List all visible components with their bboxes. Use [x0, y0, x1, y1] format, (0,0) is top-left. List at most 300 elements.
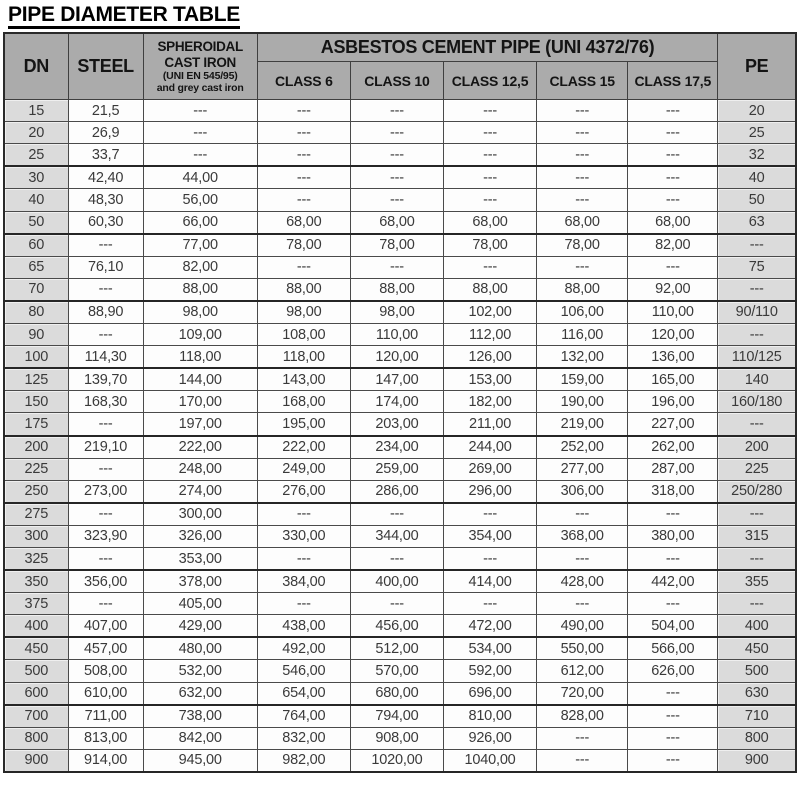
value-cell: ---: [628, 593, 718, 615]
value-cell: ---: [350, 547, 443, 570]
table-row: [4, 749, 796, 772]
value-cell: 98,00: [143, 301, 257, 324]
value-cell: 88,00: [443, 278, 536, 301]
value-cell: ---: [628, 100, 718, 122]
dn-cell: 15: [4, 100, 68, 122]
value-cell: ---: [257, 166, 350, 189]
value-cell: ---: [68, 458, 143, 480]
value-cell: ---: [628, 503, 718, 526]
value-cell: 33,7: [68, 144, 143, 167]
value-cell: ---: [537, 166, 628, 189]
pipe-diameter-table: [3, 32, 797, 773]
value-cell: 170,00: [143, 391, 257, 413]
table-row: [4, 593, 796, 615]
value-cell: ---: [68, 413, 143, 436]
table-row: [4, 413, 796, 436]
dn-cell: 325: [4, 547, 68, 570]
pe-cell: 90/110: [718, 301, 796, 324]
value-cell: ---: [628, 122, 718, 144]
value-cell: ---: [443, 256, 536, 278]
value-cell: 66,00: [143, 211, 257, 234]
table-row: [4, 301, 796, 324]
value-cell: 738,00: [143, 705, 257, 728]
value-cell: ---: [628, 682, 718, 705]
value-cell: 68,00: [537, 211, 628, 234]
table-row: [4, 211, 796, 234]
pe-cell: 630: [718, 682, 796, 705]
value-cell: 274,00: [143, 480, 257, 503]
pe-cell: ---: [718, 503, 796, 526]
value-cell: 68,00: [257, 211, 350, 234]
value-cell: 126,00: [443, 346, 536, 369]
dn-cell: 375: [4, 593, 68, 615]
value-cell: ---: [443, 189, 536, 211]
table-body: [4, 100, 796, 772]
dn-cell: 50: [4, 211, 68, 234]
value-cell: 227,00: [628, 413, 718, 436]
dn-cell: 600: [4, 682, 68, 705]
value-cell: 92,00: [628, 278, 718, 301]
value-cell: 196,00: [628, 391, 718, 413]
pe-cell: 225: [718, 458, 796, 480]
value-cell: ---: [537, 256, 628, 278]
pe-cell: 40: [718, 166, 796, 189]
table-row: [4, 727, 796, 749]
value-cell: 244,00: [443, 436, 536, 459]
value-cell: 720,00: [537, 682, 628, 705]
table-row: [4, 705, 796, 728]
value-cell: 174,00: [350, 391, 443, 413]
value-cell: 414,00: [443, 570, 536, 593]
value-cell: 546,00: [257, 660, 350, 682]
value-cell: 842,00: [143, 727, 257, 749]
value-cell: 286,00: [350, 480, 443, 503]
value-cell: 566,00: [628, 637, 718, 660]
value-cell: 457,00: [68, 637, 143, 660]
value-cell: ---: [68, 593, 143, 615]
value-cell: 945,00: [143, 749, 257, 772]
value-cell: ---: [350, 144, 443, 167]
value-cell: 78,00: [537, 234, 628, 257]
value-cell: 112,00: [443, 324, 536, 346]
table-row: [4, 615, 796, 638]
value-cell: 168,30: [68, 391, 143, 413]
dn-cell: 175: [4, 413, 68, 436]
value-cell: ---: [68, 324, 143, 346]
dn-cell: 450: [4, 637, 68, 660]
value-cell: 147,00: [350, 368, 443, 391]
value-cell: ---: [628, 256, 718, 278]
value-cell: ---: [143, 122, 257, 144]
value-cell: 626,00: [628, 660, 718, 682]
header-cast-iron: [143, 33, 257, 100]
pe-cell: 710: [718, 705, 796, 728]
value-cell: ---: [350, 593, 443, 615]
dn-cell: 275: [4, 503, 68, 526]
value-cell: 400,00: [350, 570, 443, 593]
value-cell: 118,00: [143, 346, 257, 369]
value-cell: ---: [443, 144, 536, 167]
value-cell: 534,00: [443, 637, 536, 660]
dn-cell: 400: [4, 615, 68, 638]
value-cell: 680,00: [350, 682, 443, 705]
table-row: [4, 166, 796, 189]
value-cell: 68,00: [443, 211, 536, 234]
value-cell: 407,00: [68, 615, 143, 638]
dn-cell: 125: [4, 368, 68, 391]
dn-cell: 500: [4, 660, 68, 682]
value-cell: ---: [443, 503, 536, 526]
value-cell: 211,00: [443, 413, 536, 436]
value-cell: 344,00: [350, 525, 443, 547]
pe-cell: 140: [718, 368, 796, 391]
value-cell: 277,00: [537, 458, 628, 480]
value-cell: 368,00: [537, 525, 628, 547]
value-cell: 438,00: [257, 615, 350, 638]
value-cell: 610,00: [68, 682, 143, 705]
dn-cell: 300: [4, 525, 68, 547]
value-cell: 88,90: [68, 301, 143, 324]
value-cell: 56,00: [143, 189, 257, 211]
value-cell: ---: [537, 593, 628, 615]
dn-cell: 60: [4, 234, 68, 257]
value-cell: 102,00: [443, 301, 536, 324]
value-cell: 114,30: [68, 346, 143, 369]
value-cell: 405,00: [143, 593, 257, 615]
value-cell: 252,00: [537, 436, 628, 459]
value-cell: ---: [628, 727, 718, 749]
value-cell: 429,00: [143, 615, 257, 638]
value-cell: ---: [350, 256, 443, 278]
value-cell: 492,00: [257, 637, 350, 660]
value-cell: 98,00: [257, 301, 350, 324]
pe-cell: ---: [718, 593, 796, 615]
value-cell: 306,00: [537, 480, 628, 503]
value-cell: ---: [257, 593, 350, 615]
table-row: [4, 122, 796, 144]
value-cell: 592,00: [443, 660, 536, 682]
dn-cell: 350: [4, 570, 68, 593]
header-class-10: CLASS 10: [350, 62, 443, 100]
value-cell: 222,00: [143, 436, 257, 459]
value-cell: 504,00: [628, 615, 718, 638]
pe-cell: ---: [718, 547, 796, 570]
value-cell: ---: [443, 166, 536, 189]
value-cell: 914,00: [68, 749, 143, 772]
value-cell: 219,10: [68, 436, 143, 459]
value-cell: 353,00: [143, 547, 257, 570]
pe-cell: ---: [718, 234, 796, 257]
value-cell: 249,00: [257, 458, 350, 480]
value-cell: 21,5: [68, 100, 143, 122]
value-cell: ---: [628, 189, 718, 211]
value-cell: 116,00: [537, 324, 628, 346]
value-cell: 428,00: [537, 570, 628, 593]
value-cell: ---: [257, 122, 350, 144]
header-cast-iron-line1: SPHEROIDAL: [157, 39, 243, 55]
pe-cell: ---: [718, 413, 796, 436]
table-row: [4, 503, 796, 526]
dn-cell: 40: [4, 189, 68, 211]
value-cell: 143,00: [257, 368, 350, 391]
value-cell: 612,00: [537, 660, 628, 682]
header-class-12-5: CLASS 12,5: [443, 62, 536, 100]
dn-cell: 20: [4, 122, 68, 144]
value-cell: 110,00: [628, 301, 718, 324]
dn-cell: 225: [4, 458, 68, 480]
page-title: PIPE DIAMETER TABLE: [8, 3, 240, 29]
value-cell: ---: [68, 234, 143, 257]
dn-cell: 25: [4, 144, 68, 167]
value-cell: 1040,00: [443, 749, 536, 772]
value-cell: 110,00: [350, 324, 443, 346]
value-cell: ---: [350, 100, 443, 122]
header-class-6: CLASS 6: [257, 62, 350, 100]
value-cell: 88,00: [537, 278, 628, 301]
value-cell: ---: [68, 278, 143, 301]
value-cell: 296,00: [443, 480, 536, 503]
value-cell: 354,00: [443, 525, 536, 547]
value-cell: 118,00: [257, 346, 350, 369]
dn-cell: 250: [4, 480, 68, 503]
value-cell: 926,00: [443, 727, 536, 749]
dn-cell: 65: [4, 256, 68, 278]
dn-cell: 200: [4, 436, 68, 459]
table-row: [4, 480, 796, 503]
value-cell: 77,00: [143, 234, 257, 257]
value-cell: 287,00: [628, 458, 718, 480]
value-cell: ---: [628, 547, 718, 570]
pe-cell: 800: [718, 727, 796, 749]
value-cell: ---: [628, 749, 718, 772]
value-cell: 182,00: [443, 391, 536, 413]
value-cell: ---: [628, 144, 718, 167]
value-cell: 764,00: [257, 705, 350, 728]
table-row: [4, 278, 796, 301]
table-row: [4, 660, 796, 682]
dn-cell: 90: [4, 324, 68, 346]
value-cell: 326,00: [143, 525, 257, 547]
value-cell: 106,00: [537, 301, 628, 324]
value-cell: 696,00: [443, 682, 536, 705]
value-cell: 632,00: [143, 682, 257, 705]
header-pe: PE: [718, 33, 796, 100]
value-cell: 136,00: [628, 346, 718, 369]
value-cell: 60,30: [68, 211, 143, 234]
pe-cell: 400: [718, 615, 796, 638]
value-cell: 139,70: [68, 368, 143, 391]
table-row: [4, 391, 796, 413]
table-row: [4, 458, 796, 480]
dn-cell: 80: [4, 301, 68, 324]
value-cell: ---: [143, 100, 257, 122]
table-row: [4, 324, 796, 346]
value-cell: ---: [350, 503, 443, 526]
value-cell: ---: [537, 189, 628, 211]
value-cell: 190,00: [537, 391, 628, 413]
value-cell: ---: [350, 122, 443, 144]
value-cell: 356,00: [68, 570, 143, 593]
value-cell: 197,00: [143, 413, 257, 436]
header-steel: STEEL: [68, 33, 143, 100]
value-cell: 76,10: [68, 256, 143, 278]
value-cell: 323,90: [68, 525, 143, 547]
value-cell: ---: [257, 189, 350, 211]
value-cell: 813,00: [68, 727, 143, 749]
value-cell: 512,00: [350, 637, 443, 660]
dn-cell: 70: [4, 278, 68, 301]
value-cell: 480,00: [143, 637, 257, 660]
value-cell: 68,00: [350, 211, 443, 234]
table-row: [4, 189, 796, 211]
dn-cell: 700: [4, 705, 68, 728]
value-cell: ---: [628, 705, 718, 728]
header-dn: DN: [4, 33, 68, 100]
value-cell: 711,00: [68, 705, 143, 728]
table-row: [4, 637, 796, 660]
value-cell: 570,00: [350, 660, 443, 682]
table-row: [4, 682, 796, 705]
value-cell: 654,00: [257, 682, 350, 705]
value-cell: 832,00: [257, 727, 350, 749]
dn-cell: 800: [4, 727, 68, 749]
value-cell: ---: [257, 503, 350, 526]
value-cell: 456,00: [350, 615, 443, 638]
value-cell: 908,00: [350, 727, 443, 749]
value-cell: ---: [257, 100, 350, 122]
value-cell: 276,00: [257, 480, 350, 503]
value-cell: ---: [350, 189, 443, 211]
value-cell: 168,00: [257, 391, 350, 413]
pe-cell: 900: [718, 749, 796, 772]
value-cell: 195,00: [257, 413, 350, 436]
value-cell: ---: [537, 144, 628, 167]
value-cell: 259,00: [350, 458, 443, 480]
value-cell: 26,9: [68, 122, 143, 144]
value-cell: 120,00: [628, 324, 718, 346]
value-cell: 273,00: [68, 480, 143, 503]
pe-cell: 160/180: [718, 391, 796, 413]
pe-cell: 500: [718, 660, 796, 682]
pe-cell: 75: [718, 256, 796, 278]
value-cell: 98,00: [350, 301, 443, 324]
value-cell: 550,00: [537, 637, 628, 660]
pe-cell: 20: [718, 100, 796, 122]
value-cell: 508,00: [68, 660, 143, 682]
value-cell: ---: [443, 593, 536, 615]
value-cell: 982,00: [257, 749, 350, 772]
value-cell: 88,00: [143, 278, 257, 301]
pe-cell: 63: [718, 211, 796, 234]
dn-cell: 900: [4, 749, 68, 772]
value-cell: 108,00: [257, 324, 350, 346]
value-cell: 384,00: [257, 570, 350, 593]
value-cell: ---: [350, 166, 443, 189]
header-cast-iron-line3: (UNI EN 545/95): [162, 69, 238, 82]
value-cell: 165,00: [628, 368, 718, 391]
header-class-17-5: CLASS 17,5: [628, 62, 718, 100]
value-cell: 810,00: [443, 705, 536, 728]
value-cell: 1020,00: [350, 749, 443, 772]
value-cell: 234,00: [350, 436, 443, 459]
table-row: [4, 256, 796, 278]
value-cell: 532,00: [143, 660, 257, 682]
header-cast-iron-line2: CAST IRON: [164, 54, 236, 70]
pe-cell: 110/125: [718, 346, 796, 369]
table-row: [4, 368, 796, 391]
value-cell: ---: [443, 100, 536, 122]
table-header: [4, 33, 796, 100]
value-cell: 82,00: [628, 234, 718, 257]
pe-cell: 200: [718, 436, 796, 459]
value-cell: 472,00: [443, 615, 536, 638]
value-cell: 222,00: [257, 436, 350, 459]
dn-cell: 30: [4, 166, 68, 189]
dn-cell: 100: [4, 346, 68, 369]
value-cell: 203,00: [350, 413, 443, 436]
table-row: [4, 547, 796, 570]
value-cell: 330,00: [257, 525, 350, 547]
value-cell: 68,00: [628, 211, 718, 234]
pe-cell: 25: [718, 122, 796, 144]
value-cell: 78,00: [443, 234, 536, 257]
value-cell: 262,00: [628, 436, 718, 459]
value-cell: ---: [537, 100, 628, 122]
value-cell: 159,00: [537, 368, 628, 391]
value-cell: 109,00: [143, 324, 257, 346]
value-cell: ---: [537, 503, 628, 526]
value-cell: ---: [68, 547, 143, 570]
pe-cell: 50: [718, 189, 796, 211]
pe-cell: 250/280: [718, 480, 796, 503]
pe-cell: 32: [718, 144, 796, 167]
value-cell: 88,00: [257, 278, 350, 301]
value-cell: 248,00: [143, 458, 257, 480]
table-row: [4, 570, 796, 593]
value-cell: ---: [537, 122, 628, 144]
pe-cell: ---: [718, 324, 796, 346]
pe-cell: ---: [718, 278, 796, 301]
value-cell: ---: [68, 503, 143, 526]
value-cell: ---: [537, 547, 628, 570]
header-asbestos-group: ASBESTOS CEMENT PIPE (UNI 4372/76): [257, 33, 718, 62]
header-class-15: CLASS 15: [537, 62, 628, 100]
value-cell: ---: [257, 547, 350, 570]
value-cell: ---: [143, 144, 257, 167]
value-cell: 120,00: [350, 346, 443, 369]
value-cell: 378,00: [143, 570, 257, 593]
dn-cell: 150: [4, 391, 68, 413]
value-cell: 42,40: [68, 166, 143, 189]
value-cell: 144,00: [143, 368, 257, 391]
value-cell: 78,00: [257, 234, 350, 257]
value-cell: ---: [537, 749, 628, 772]
value-cell: 442,00: [628, 570, 718, 593]
value-cell: 269,00: [443, 458, 536, 480]
value-cell: 132,00: [537, 346, 628, 369]
value-cell: 380,00: [628, 525, 718, 547]
value-cell: ---: [257, 256, 350, 278]
pe-cell: 355: [718, 570, 796, 593]
pe-cell: 450: [718, 637, 796, 660]
value-cell: ---: [443, 547, 536, 570]
value-cell: 490,00: [537, 615, 628, 638]
value-cell: 318,00: [628, 480, 718, 503]
value-cell: 44,00: [143, 166, 257, 189]
value-cell: 794,00: [350, 705, 443, 728]
header-cast-iron-line4: and grey cast iron: [156, 81, 244, 94]
pe-cell: 315: [718, 525, 796, 547]
